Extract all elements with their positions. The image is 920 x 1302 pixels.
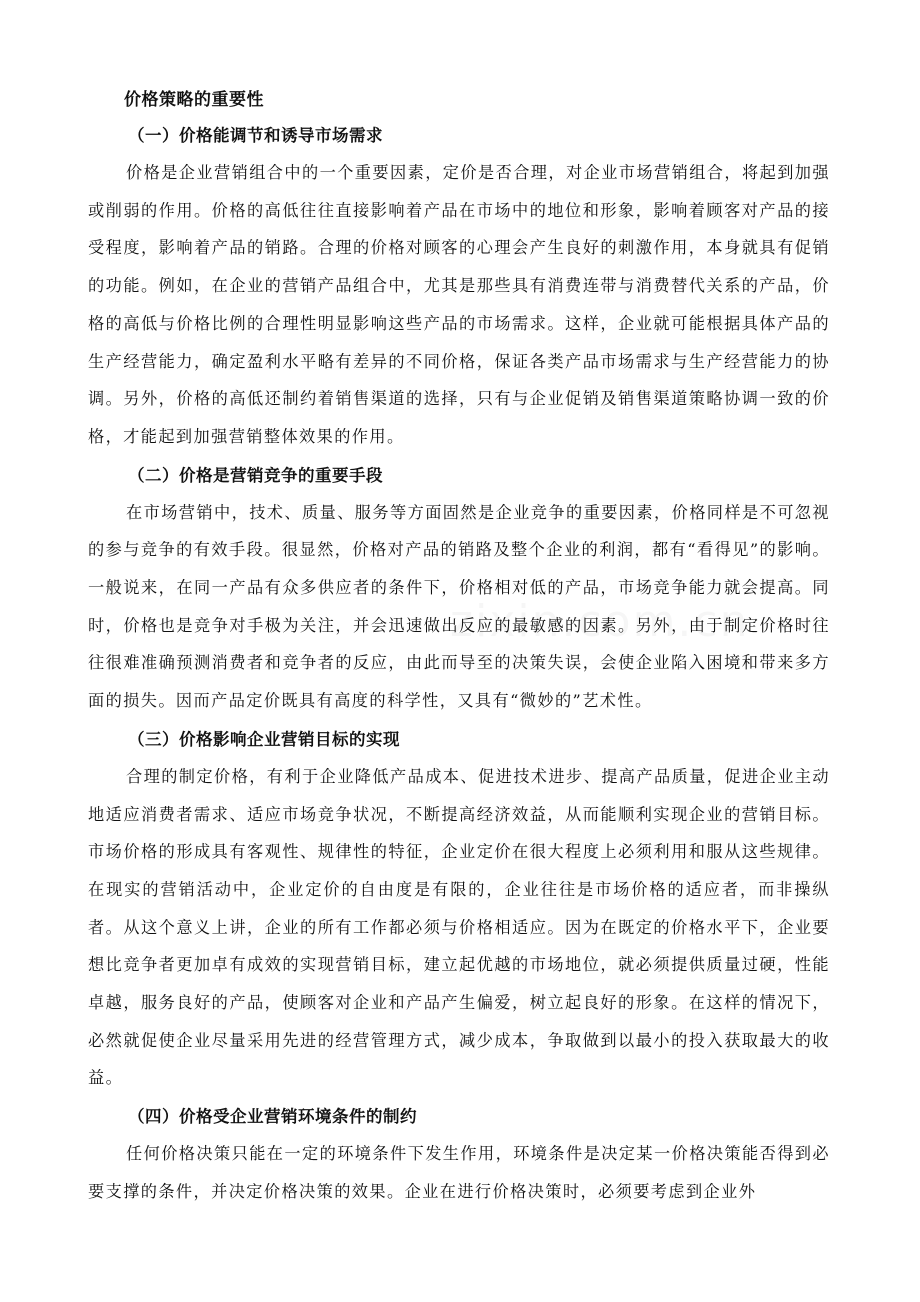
section-3-heading: （三）价格影响企业营销目标的实现 (128, 729, 400, 749)
document-title: 价格策略的重要性 (124, 90, 264, 110)
section-4-heading: （四）价格受企业营销环境条件的制约 (128, 1107, 417, 1127)
section-2-paragraph: 在市场营销中，技术、质量、服务等方面固然是企业竞争的重要因素，价格同样是不可忽视的参与竞争的有效手段。很显然，价格对产品的销路及整个企业的利润，都有“看得见”的影响。一般说来，在同一产品有众多供应者的条件下，价格相对低的产品，市场竞争能力就会提高。同时，价格也是竞争对手极为关注，并会迅速做出反应的最敏感的因素。另外，由于制定价格时往往很难准确预测消费者和竞争者的反应，由此而导至的决策失误，会使企业陷入困境和带来多方面的损失。因而产品定价既具有高度的科学性，又具有“微妙的”艺术性。 (88, 502, 830, 711)
document-page (88, 82, 830, 1211)
section-1-heading: （一）价格能调节和诱导市场需求 (128, 126, 383, 145)
section-2-heading: （二）价格是营销竞争的重要手段 (128, 465, 383, 485)
section-1-paragraph: 价格是企业营销组合中的一个重要因素，定价是否合理，对企业市场营销组合，将起到加强或削弱的作用。价格的高低往往直接影响着产品在市场中的地位和形象，影响着顾客对产品的接受程度，影响着产品的销路。合理的价格对顾客的心理会产生良好的刺激作用，本身就具有促销的功能。例如，在企业的营销产品组合中，尤其是那些具有消费连带与消费替代关系的产品，价格的高低与价格比例的合理性明显影响这些产品的市场需求。这样，企业就可能根据具体产品的生产经营能力，确定盈利水平略有差异的不同价格，保证各类产品市场需求与生产经营能力的协调。另外，价格的高低还制约着销售渠道的选择，只有与企业促销及销售渠道策略协调一致的价格，才能起到加强营销整体效果的作用。 (88, 163, 830, 446)
section-3-paragraph: 合理的制定价格，有利于企业降低产品成本、促进技术进步、提高产品质量，促进企业主动地适应消费者需求、适应市场竞争状况，不断提高经济效益，从而能顺利实现企业的营销目标。市场价格的形成具有客观性、规律性的特征，企业定价在很大程度上必须利用和服从这些规律。在现实的营销活动中，企业定价的自由度是有限的，企业往往是市场价格的适应者，而非操纵者。从这个意义上讲，企业的所有工作都必须与价格相适应。因为在既定的价格水平下，企业要想比竞争者更加卓有成效的实现营销目标，建立起优越的市场地位，就必须提供质量过硬，性能卓越，服务良好的产品，使顾客对企业和产品产生偏爱，树立起良好的形象。在这样的情况下，必然就促使企业尽量采用先进的经营管理方式，减少成本，争取做到以最小的投入获取最大的收益。 (88, 766, 830, 1088)
section-4-paragraph: 任何价格决策只能在一定的环境条件下发生作用，环境条件是决定某一价格决策能否得到必要支撑的条件，并决定价格决策的效果。企业在进行价格决策时，必须要考虑到企业外 (88, 1144, 830, 1201)
